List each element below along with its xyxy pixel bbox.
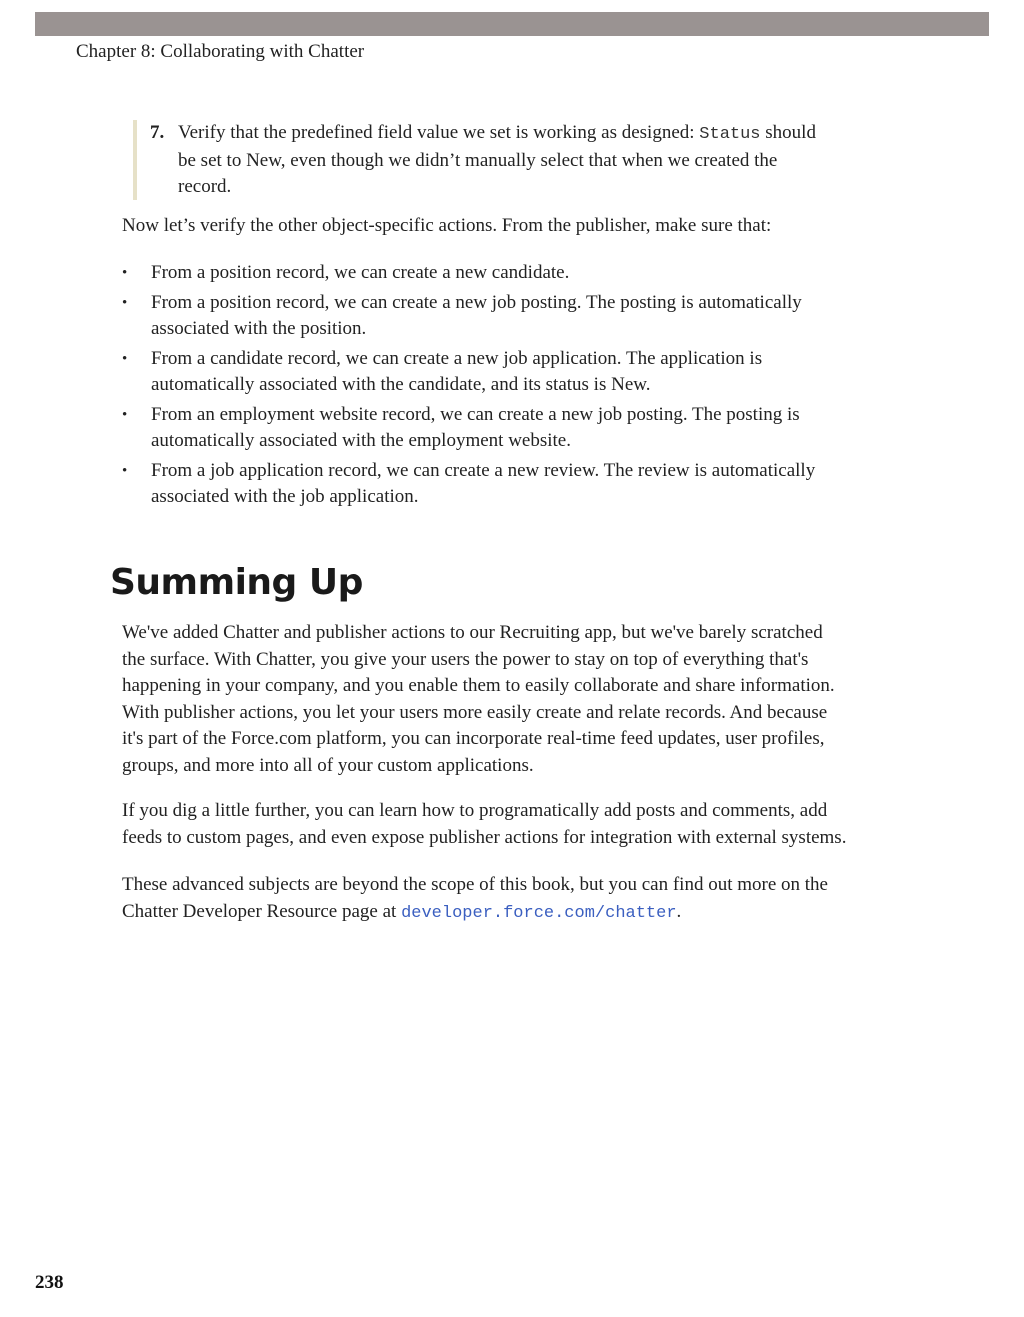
list-item-line-2: associated with the job application.	[151, 486, 419, 507]
paragraph-line: feeds to custom pages, and even expose publisher actions for integration with external systems.	[122, 826, 847, 848]
list-item	[122, 402, 815, 454]
step-7-block	[133, 120, 890, 200]
bullet-icon: •	[122, 351, 128, 367]
list-item	[122, 260, 815, 286]
list-item-line-2: automatically associated with the candidate, and its status is New.	[151, 374, 651, 395]
list-item-line-1: From an employment website record, we can create a new job posting. The posting is	[151, 404, 800, 425]
running-head: Chapter 8: Collaborating with Chatter	[76, 41, 365, 62]
list-item	[122, 290, 815, 342]
list-item	[122, 346, 815, 398]
bullet-icon: •	[122, 463, 128, 479]
chatter-developer-link[interactable]: developer.force.com/chatter	[401, 903, 677, 923]
paragraph-line: With publisher actions, you let your users more easily create and relate records. And because	[122, 701, 828, 723]
paragraph-line: These advanced subjects are beyond the scope of this book, but you can find out more on the	[122, 874, 828, 895]
step-line-1	[150, 120, 890, 148]
paragraph-line: it's part of the Force.com platform, you can incorporate real-time feed updates, user profiles,	[122, 728, 825, 749]
step-number: 7.	[150, 122, 165, 143]
summary-paragraph-2	[122, 798, 846, 851]
list-item-line-1: From a position record, we can create a new candidate.	[151, 262, 570, 283]
list-item-line-2: automatically associated with the employment website.	[151, 430, 571, 451]
link-lead-text: Chatter Developer Resource page at	[122, 900, 402, 922]
page-number: 238	[35, 1272, 64, 1293]
intro-paragraph: Now let’s verify the other object-specific actions. From the publisher, make sure that:	[122, 215, 772, 236]
paragraph-line: happening in your company, and you enable them to easily collaborate and share information.	[122, 675, 835, 696]
list-item-line-1: From a candidate record, we can create a new job application. The application is	[151, 348, 763, 369]
paragraph-line: If you dig a little further, you can learn how to programatically add posts and comments, add	[122, 800, 828, 821]
section-heading: Summing Up	[110, 562, 363, 603]
step-text-before-code: Verify that the predefined field value we set is working as designed:	[178, 122, 700, 143]
summary-paragraph-1	[122, 620, 835, 779]
paragraph-line: We've added Chatter and publisher actions to our Recruiting app, but we've barely scratched	[122, 622, 823, 643]
list-item	[122, 458, 815, 510]
bullet-icon: •	[122, 407, 128, 423]
paragraph-line-with-link	[122, 899, 828, 928]
list-item-line-1: From a job application record, we can create a new review. The review is automatically	[151, 460, 816, 481]
paragraph-line: groups, and more into all of your custom applications.	[122, 754, 534, 776]
link-trailing-text: .	[676, 900, 682, 922]
list-item-line-1: From a position record, we can create a new job posting. The posting is automatically	[151, 292, 802, 313]
header-bar	[35, 12, 989, 36]
step-text-after-code: should	[760, 122, 816, 143]
actions-bullet-list	[122, 260, 815, 514]
bullet-icon: •	[122, 295, 128, 311]
step-line-2: be set to New, even though we didn’t manually select that when we created the	[178, 150, 778, 171]
status-code: Status	[699, 125, 761, 144]
step-line-3: record.	[178, 176, 232, 197]
list-item-line-2: associated with the position.	[151, 318, 367, 339]
bullet-icon: •	[122, 265, 128, 281]
summary-paragraph-3	[122, 872, 828, 927]
paragraph-line: the surface. With Chatter, you give your users the power to stay on top of everything that's	[122, 648, 809, 670]
